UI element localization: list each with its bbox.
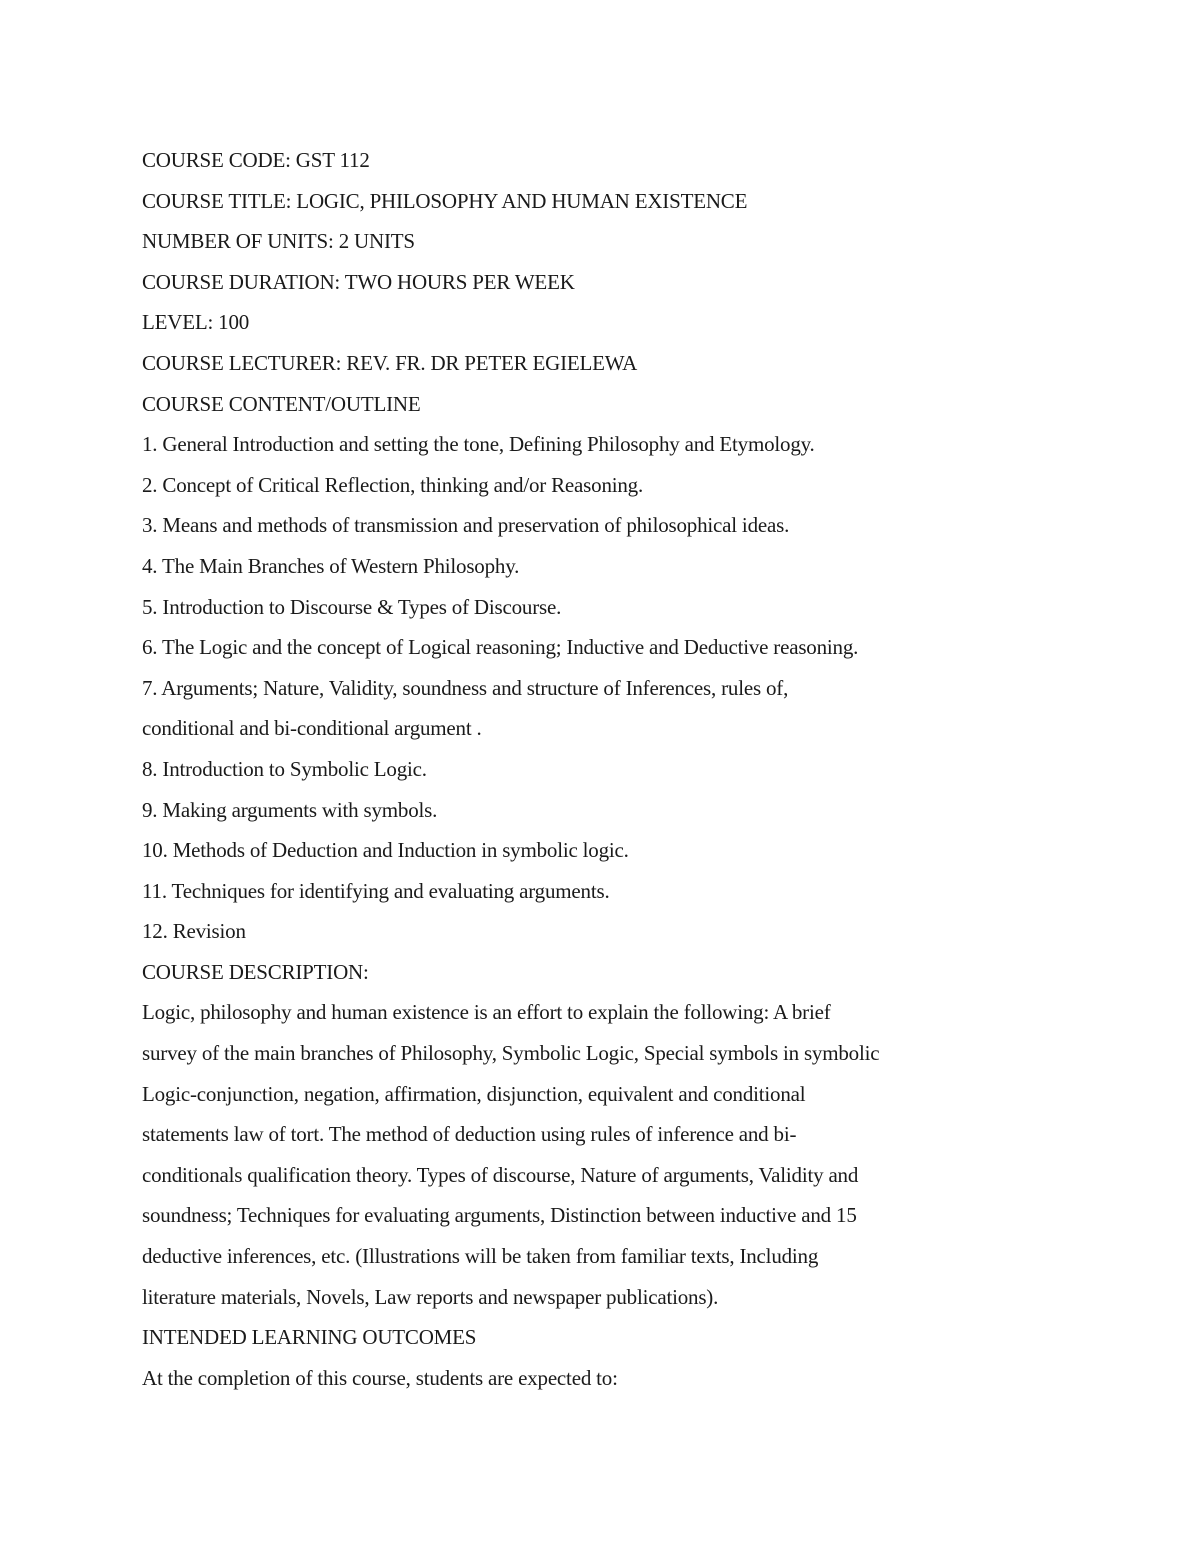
description-line: soundness; Techniques for evaluating arguments, Distinction between inductive and 15 <box>142 1203 857 1228</box>
course-level: LEVEL: 100 <box>142 310 250 335</box>
outline-item: 11. Techniques for identifying and evaluating arguments. <box>142 878 610 903</box>
number-of-units: NUMBER OF UNITS: 2 UNITS <box>142 229 415 254</box>
description-line: Logic, philosophy and human existence is an effort to explain the following: A brief <box>142 1000 831 1025</box>
outline-item: 6. The Logic and the concept of Logical reasoning; Inductive and Deductive reasoning. <box>142 635 859 660</box>
description-heading: COURSE DESCRIPTION: <box>142 959 369 984</box>
outline-item: 1. General Introduction and setting the tone, Defining Philosophy and Etymology. <box>142 432 815 457</box>
description-line: literature materials, Novels, Law reports and newspaper publications). <box>142 1284 719 1309</box>
description-line: conditionals qualification theory. Types of discourse, Nature of arguments, Validity and <box>142 1162 859 1187</box>
outline-heading: COURSE CONTENT/OUTLINE <box>142 391 421 416</box>
description-line: deductive inferences, etc. (Illustrations will be taken from familiar texts, Including <box>142 1244 819 1269</box>
outline-item: 7. Arguments; Nature, Validity, soundness and structure of Inferences, rules of, <box>142 675 789 700</box>
description-line: statements law of tort. The method of deduction using rules of inference and bi- <box>142 1122 797 1147</box>
course-title: COURSE TITLE: LOGIC, PHILOSOPHY AND HUMAN EXISTENCE <box>142 188 748 213</box>
outline-list <box>142 424 1042 952</box>
description-paragraph <box>142 992 1042 1317</box>
course-lecturer: COURSE LECTURER: REV. FR. DR PETER EGIELEWA <box>142 350 638 375</box>
outline-item: 5. Introduction to Discourse & Types of Discourse. <box>142 594 562 619</box>
description-line: Logic-conjunction, negation, affirmation, disjunction, equivalent and conditional <box>142 1081 806 1106</box>
outcomes-heading: INTENDED LEARNING OUTCOMES <box>142 1325 477 1350</box>
outline-item: 8. Introduction to Symbolic Logic. <box>142 756 427 781</box>
description-line: survey of the main branches of Philosophy, Symbolic Logic, Special symbols in symbolic <box>142 1041 880 1066</box>
outline-item: 9. Making arguments with symbols. <box>142 797 438 822</box>
document-page <box>142 140 1042 1398</box>
outline-item: 4. The Main Branches of Western Philosophy. <box>142 553 520 578</box>
outline-item: 2. Concept of Critical Reflection, thinking and/or Reasoning. <box>142 472 644 497</box>
outline-item: 12. Revision <box>142 919 246 944</box>
outline-item: 3. Means and methods of transmission and preservation of philosophical ideas. <box>142 513 790 538</box>
outline-item-continuation: conditional and bi-conditional argument . <box>142 716 482 741</box>
course-code: COURSE CODE: GST 112 <box>142 148 370 172</box>
outcomes-intro: At the completion of this course, students are expected to: <box>142 1365 618 1390</box>
course-duration: COURSE DURATION: TWO HOURS PER WEEK <box>142 269 575 294</box>
outline-item: 10. Methods of Deduction and Induction in symbolic logic. <box>142 838 629 863</box>
